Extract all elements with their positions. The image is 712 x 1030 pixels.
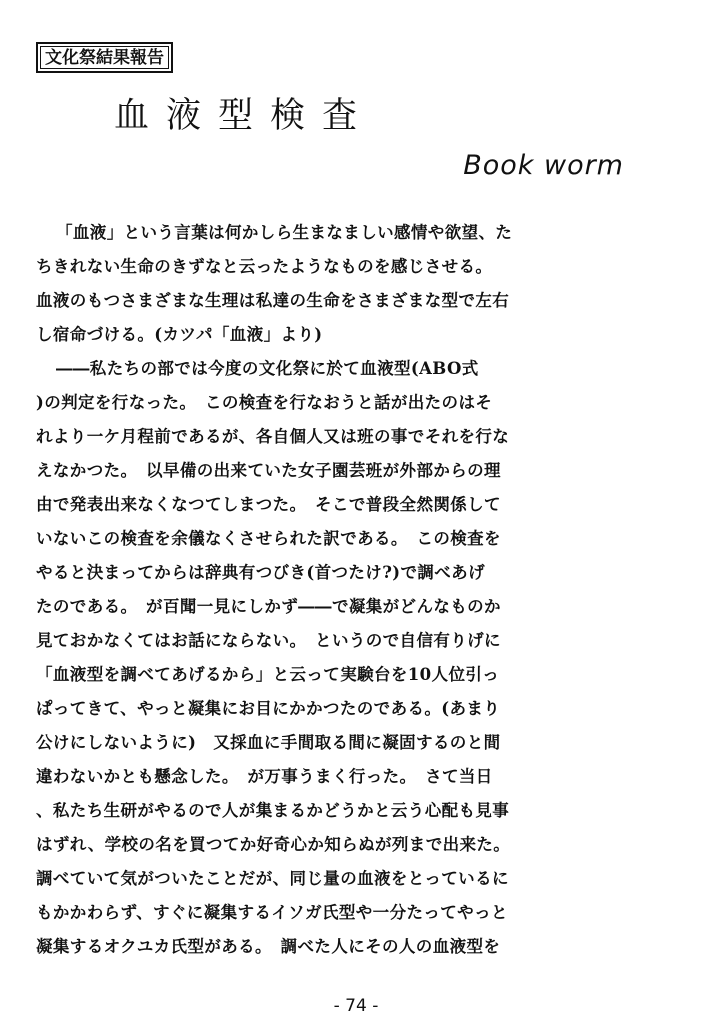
text-line: もかかわらず、すぐに凝集するイソガ氏型や一分たってやっと <box>36 903 508 922</box>
text-line: ちきれない生命のきずなと云ったようなものを感じさせる。 <box>36 257 493 276</box>
text-line: 違わないかとも懸念した。 が万事うまく行った。 さて当日 <box>36 767 493 786</box>
text-line: 調べていて気がついたことだが、同じ量の血液をとっているに <box>36 869 509 888</box>
text-line: たのである。 が百聞一見にしかず――で凝集がどんなものか <box>36 597 501 616</box>
text-line: 血液のもつさまざまな生理は私達の生命をさまざまな型で左右 <box>36 291 510 310</box>
page-number: - 74 - <box>333 996 379 1016</box>
page-title: 血液型検査 <box>114 96 375 136</box>
text-line: 、私たち生研がやるので人が集まるかどうかと云う心配も見事 <box>36 801 510 820</box>
text-line: はずれ、学校の名を買つてか好奇心か知らぬが列まで出来た。 <box>36 835 511 854</box>
text-line: )の判定を行なった。 この検査を行なおうと話が出たのはそ <box>36 393 493 412</box>
text-line: 由で発表出来なくなつてしまつた。 そこで普段全然関係して <box>36 495 501 514</box>
text-line: し宿命づける。(カツパ「血液」より) <box>36 325 323 344</box>
text-line: れより一ケ月程前であるが、各自個人又は班の事でそれを行な <box>36 427 510 446</box>
text-line: 「血液」という言葉は何かしら生まなましい感情や欲望、た <box>56 223 513 242</box>
author-name: Book worm <box>463 150 624 181</box>
body-text <box>36 216 676 964</box>
text-line: 公けにしないように) 又採血に手間取る間に凝固するのと間 <box>36 733 501 752</box>
text-line: ぱってきて、やっと凝集にお目にかかつたのである。(あまり <box>36 699 501 718</box>
text-line: やると決まってからは辞典有つびき(首つたけ?)で調べあげ <box>36 563 485 582</box>
text-line: 見ておかなくてはお話にならない。 というので自信有りげに <box>36 631 501 650</box>
text-line: いないこの検査を余儀なくさせられた訳である。 この検査を <box>36 529 501 548</box>
text-line: 「血液型を調べてあげるから」と云って実験台を10人位引っ <box>36 665 500 684</box>
text-line: ――私たちの部では今度の文化祭に於て血液型(ABO式 <box>56 359 479 378</box>
text-line: えなかつた。 以早備の出来ていた女子園芸班が外部からの理 <box>36 461 501 480</box>
section-label: 文化祭結果報告 <box>36 42 173 73</box>
text-line: 凝集するオクユカ氏型がある。 調べた人にその人の血液型を <box>36 937 501 956</box>
